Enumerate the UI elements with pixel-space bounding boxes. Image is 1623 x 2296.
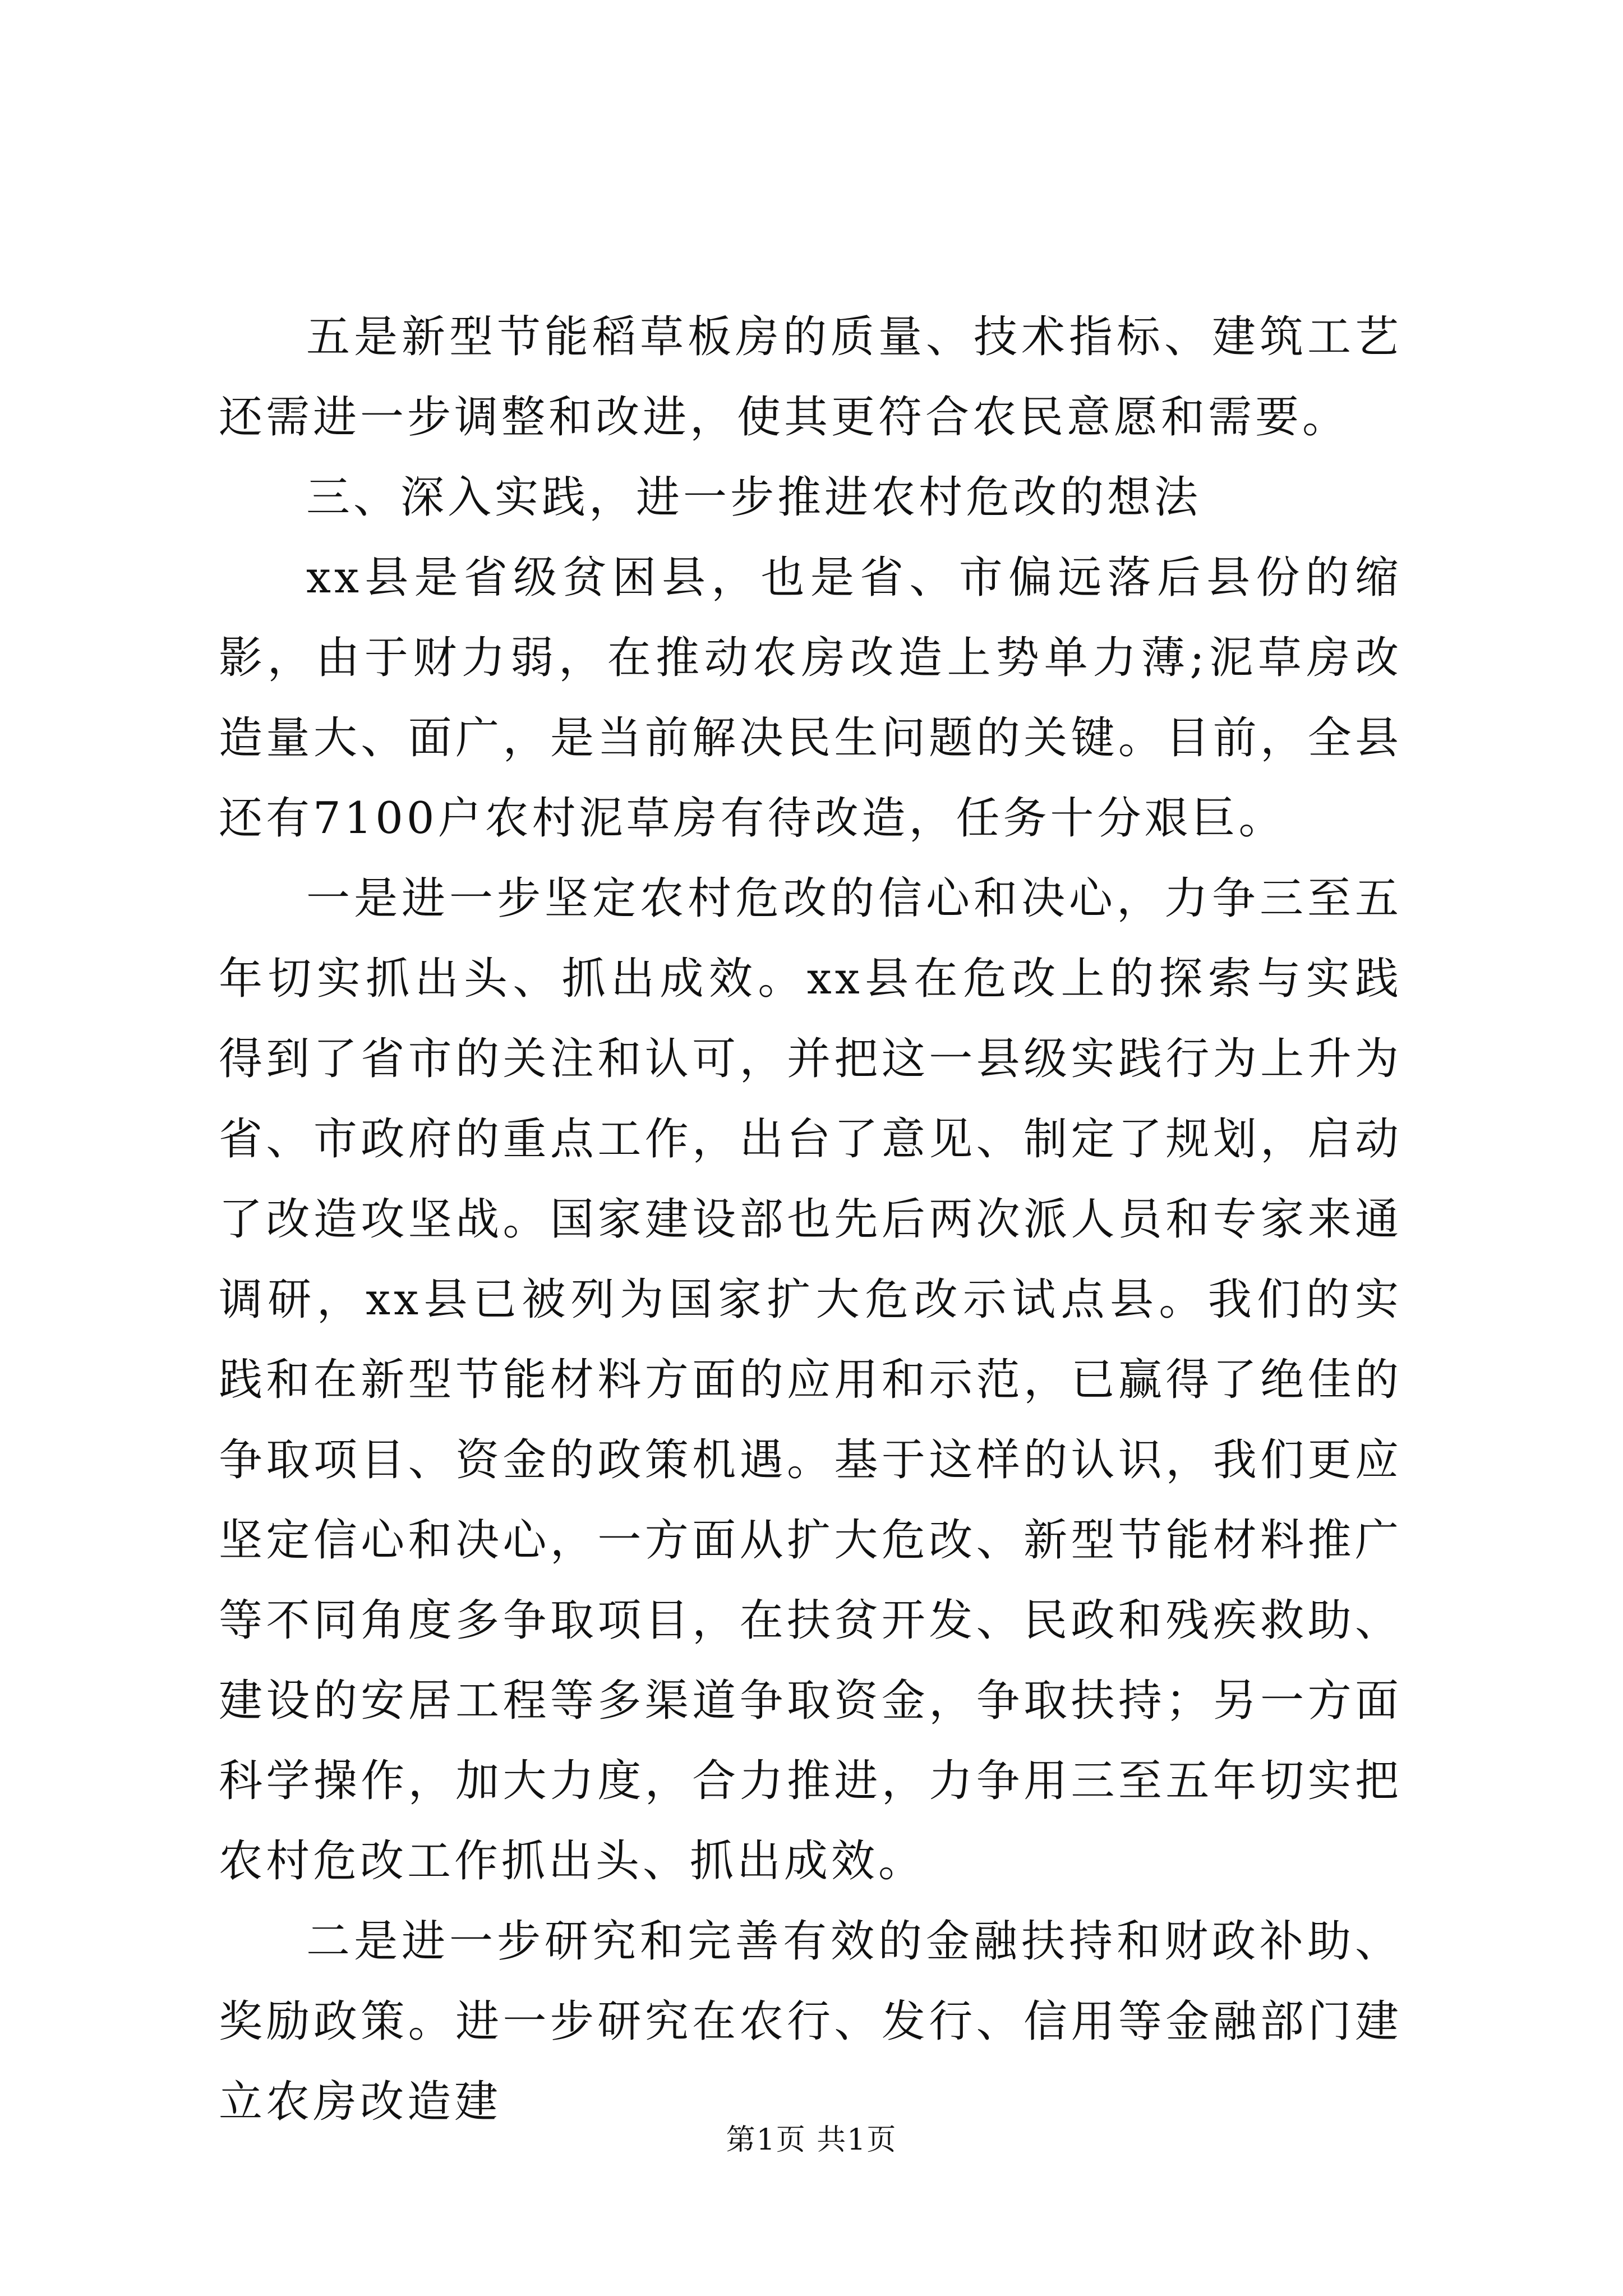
paragraph: 一是进一步坚定农村危改的信心和决心，力争三至五年切实抓出头、抓出成效。xx县在危改上的探索与实践得到了省市的关注和认可，并把这一县级实践行为上升为省、市政府的重点工作，出台了意见、制定了规划，启动了改造攻坚战。国家建设部也先后两次派人员和专家来通调研，xx县已被列为国家扩大危改示试点县。我们的实践和在新型节能材料方面的应用和示范，已赢得了绝佳的争取项目、资金的政策机遇。基于这样的认识，我们更应坚定信心和决心，一方面从扩大危改、新型节能材料推广等不同角度多争取项目，在扶贫开发、民政和残疾救助、建设的安居工程等多渠道争取资金，争取扶持；另一方面科学操作，加大力度，合力推进，力争用三至五年切实把农村危改工作抓出头、抓出成效。 bbox=[219, 873, 1402, 1887]
paragraph: xx县是省级贫困县，也是省、市偏远落后县份的缩影，由于财力弱，在推动农房改造上势单力薄;泥草房改造量大、面广，是当前解决民生问题的关键。目前，全县还有7100户农村泥草房有待改造，任务十分艰巨。 bbox=[219, 553, 1402, 844]
paragraph: 五是新型节能稻草板房的质量、技术指标、建筑工艺还需进一步调整和改进，使其更符合农民意愿和需要。 bbox=[219, 312, 1402, 443]
paragraph: 二是进一步研究和完善有效的金融扶持和财政补助、奖励政策。进一步研究在农行、发行、信用等金融部门建立农房改造建 bbox=[219, 1916, 1402, 2127]
section-heading: 三、深入实践，进一步推进农村危改的想法 bbox=[306, 472, 1202, 523]
page-footer: 第1页 共1页 bbox=[726, 2123, 897, 2157]
document-body bbox=[219, 297, 1402, 2142]
